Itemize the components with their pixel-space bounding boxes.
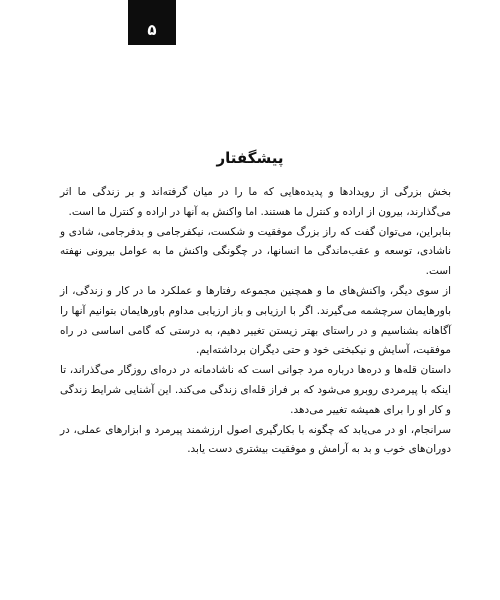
paragraph: از سوی دیگر، واکنش‌های ما و همچنین مجموعه رفتارها و عملکرد ما در کار و زندگی، از باورهایمان سرچشمه می‌گیرند. اگر با ارزیابی و باز ارزیابی مداوم باورهایمان بتوانیم آنها را آگاهانه بشناسیم و در راستای بهتر زیستن تغییر دهیم، به درستی که گامی اساسی در راه موفقیت، آسایش و نیکبختی خود و حتی دیگران برداشته‌ایم. — [60, 284, 451, 357]
page-number-tab — [128, 0, 176, 45]
paragraph: سرانجام، او در می‌یابد که چگونه با بکارگیری اصول ارزشمند پیرمرد و ابزارهای عملی، در دوران‌های خوب و بد به آرامش و موفقیت بیشتری دست یابد. — [60, 423, 451, 456]
paragraph: بنابراین، می‌توان گفت که راز بزرگ موفقیت و شکست، نیکفرجامی و بدفرجامی، شادی و ناشادی، توسعه و عقب‌ماندگی ما انسانها، در چگونگی واکنش ما به عوامل بیرونی نهفته است. — [60, 225, 451, 278]
body-text — [60, 183, 451, 460]
paragraph: بخش بزرگی از رویدادها و پدیده‌هایی که ما را در میان گرفته‌اند و بر زندگی ما اثر می‌گذارند، بیرون از اراده و کنترل ما هستند. اما واکنش به آنها در اراده و کنترل ما است. — [60, 186, 451, 218]
page-number: ۵ — [147, 21, 157, 39]
chapter-title: پیشگفتار — [216, 149, 284, 167]
paragraph: داستان قله‌ها و دره‌ها درباره مرد جوانی است که ناشادمانه در دره‌ای روزگار می‌گذراند، تا اینکه با پیرمردی روبرو می‌شود که بر فراز قله‌ای زندگی می‌کند. این آشنایی شرایط زندگی و کار او را برای همیشه تغییر می‌دهد. — [60, 364, 451, 416]
